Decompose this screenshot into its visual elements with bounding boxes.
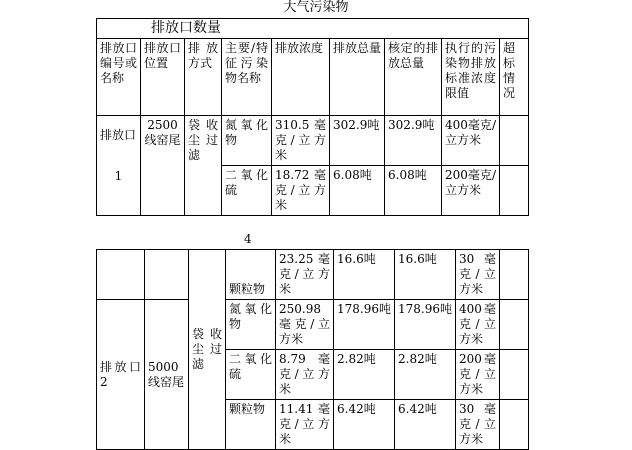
outlet2-location: 5000线窑尾 (145, 300, 189, 450)
header-approved-total: 核定的排放总量 (385, 39, 442, 116)
exceed-status (500, 400, 529, 450)
approved-total: 178.96吨 (395, 300, 456, 350)
concentration: 11.41毫克/立方米 (276, 400, 334, 450)
pollutant-name: 氮氧化物 (222, 116, 272, 166)
total-emission: 2.82吨 (334, 350, 395, 400)
header-concentration: 排放浓度 (272, 39, 330, 116)
concentration: 8.79毫克/立方米 (276, 350, 334, 400)
limit-value: 400毫克/立方米 (442, 116, 500, 166)
total-emission: 16.6吨 (334, 250, 395, 300)
pollutant-name: 颗粒物 (226, 400, 276, 450)
pollutant-name: 颗粒物 (226, 250, 276, 300)
pollutant-name: 二氧化硫 (222, 166, 272, 216)
pollutant-name: 二氧化硫 (226, 350, 276, 400)
exceed-status (500, 250, 529, 300)
outlet2-id: 排放口2 (97, 300, 145, 450)
pollutant-name: 氮氧化物 (226, 300, 276, 350)
outlet1-location: 2500线窑尾 (141, 116, 185, 216)
table-row (97, 116, 529, 166)
exceed-status (500, 300, 529, 350)
exceed-status (500, 166, 529, 216)
approved-total: 16.6吨 (395, 250, 456, 300)
limit-value: 200毫克/立方米 (456, 350, 500, 400)
limit-value: 400毫克/立方米 (456, 300, 500, 350)
header-location: 排放口位置 (141, 39, 185, 116)
total-emission: 6.42吨 (334, 400, 395, 450)
outlet1-id-cell (97, 116, 141, 216)
concentration: 18.72毫克/立方米 (272, 166, 330, 216)
header-exceed: 超标情况 (500, 39, 529, 116)
section-label: 排放口数量 (97, 19, 529, 39)
header-limit: 执行的污染物排放标准浓度限值 (442, 39, 500, 116)
page-number: 4 (244, 232, 252, 246)
outlet2-method: 袋收尘过滤 (189, 250, 226, 450)
total-emission: 178.96吨 (334, 300, 395, 350)
concentration: 250.98毫克/立方米 (276, 300, 334, 350)
limit-value: 200毫克/立方米 (442, 166, 500, 216)
approved-total: 302.9吨 (385, 116, 442, 166)
outlet1-id: 排放口 (100, 128, 137, 142)
limit-value: 30毫克/立方米 (456, 400, 500, 450)
total-emission: 6.08吨 (330, 166, 385, 216)
concentration: 310.5毫克/立方米 (272, 116, 330, 166)
total-emission: 302.9吨 (330, 116, 385, 166)
header-total: 排放总量 (330, 39, 385, 116)
table-row (97, 300, 529, 350)
approved-total: 2.82吨 (395, 350, 456, 400)
exceed-status (500, 350, 529, 400)
empty-cell (145, 250, 189, 300)
page-title: 大气污染物 (283, 0, 349, 15)
table-row (97, 250, 529, 300)
empty-cell (97, 250, 145, 300)
emission-table-top (96, 18, 529, 216)
outlet1-number: 1 (114, 169, 123, 183)
exceed-status (500, 116, 529, 166)
approved-total: 6.08吨 (385, 166, 442, 216)
limit-value: 30毫克/立方米 (456, 250, 500, 300)
emission-table-bottom (96, 249, 529, 450)
header-method: 排放方式 (185, 39, 222, 116)
outlet1-method: 袋收尘过滤 (185, 116, 222, 216)
approved-total: 6.42吨 (395, 400, 456, 450)
header-pollutant: 主要/特征污染物名称 (222, 39, 272, 116)
header-outlet-id: 排放口编号或名称 (97, 39, 141, 116)
concentration: 23.25毫克/立方米 (276, 250, 334, 300)
